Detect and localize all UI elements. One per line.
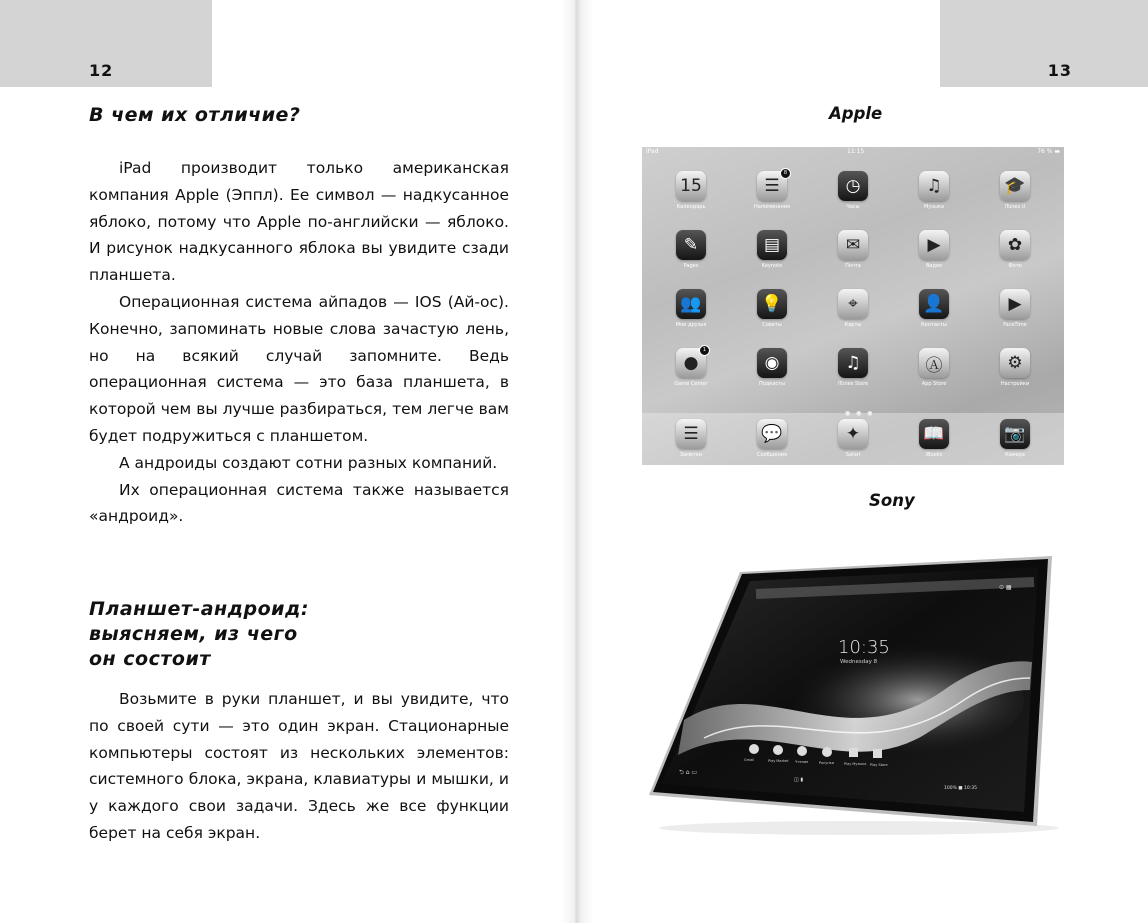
app-icon [749, 744, 759, 754]
app-icon-tile [985, 289, 1045, 345]
app-icon-tile [742, 419, 802, 465]
app-icon: 🎓 [1000, 171, 1030, 201]
body-text-block [89, 155, 509, 530]
app-icon-tile [904, 419, 964, 465]
app-icon: 📖 [919, 419, 949, 449]
app-label: App Store [921, 381, 947, 387]
battery-status: 76 % ▬ [1037, 148, 1060, 155]
app-label: Чтение [795, 760, 809, 764]
ipad-dock [642, 413, 1064, 465]
app-icon-tile [823, 419, 883, 465]
app-icon-tile [823, 230, 883, 286]
app-label: Keynote [761, 263, 783, 269]
heading-line: выясняем, из чего [89, 623, 298, 645]
app-label: Gmail [744, 758, 755, 762]
notification-badge: 1 [699, 345, 710, 356]
app-icon-tile [904, 289, 964, 345]
app-icon-tile [661, 419, 721, 465]
gallery-icon: ◫ ▮ [794, 777, 804, 783]
app-label: FaceTime [1003, 322, 1027, 328]
page-number: 12 [89, 61, 114, 80]
nav-buttons-icon: ⮌ ⌂ ▭ [679, 769, 698, 776]
app-label: Заметки [679, 452, 703, 458]
paragraph: Операционная система айпадов — IOS (Ай-ос). Конечно, запоминать новые слова зачастую лень, но на всякий случай запомните. Ведь операционная система — это база планшета, в которой чем вы лучше разбираться, тем легче вам будет подружиться с планшетом. [89, 292, 509, 445]
page-dots-icon: ● ● ● [845, 410, 875, 417]
app-icon: ▶ [1000, 289, 1030, 319]
app-icon: 15 [676, 171, 706, 201]
app-icon-tile [823, 348, 883, 404]
book-gutter-shadow [560, 0, 594, 923]
app-label: Мои друзья [675, 322, 707, 328]
app-icon-tile [985, 171, 1045, 227]
app-icon-tile [985, 419, 1045, 465]
app-icon-tile [661, 348, 721, 404]
app-icon-tile [985, 348, 1045, 404]
ipad-home-screen-image [642, 147, 1064, 465]
app-icon: ◷ [838, 171, 868, 201]
microphone-icon: ⊙ ▦ [999, 584, 1012, 591]
app-label: Play Музыка [844, 762, 867, 766]
section-heading: В чем их отличие? [89, 104, 301, 126]
app-label: Контакты [921, 322, 947, 328]
app-icon: 💡 [757, 289, 787, 319]
app-icon: ✦ [838, 419, 868, 449]
app-icon-tile [742, 348, 802, 404]
app-icon: ♫ [919, 171, 949, 201]
page-number-tab [940, 0, 1148, 87]
app-icon: Ⓐ [919, 348, 949, 378]
status-time: 11:15 [847, 148, 865, 155]
app-icon-tile [985, 230, 1045, 286]
app-icon: ✿ [1000, 230, 1030, 260]
sony-status: 100% ■ 10:35 [944, 786, 977, 791]
app-label: iBooks [925, 452, 943, 458]
app-icon [822, 747, 832, 757]
app-icon: 📷 [1000, 419, 1030, 449]
app-icon-tile [904, 171, 964, 227]
app-icon: ◉ [757, 348, 787, 378]
app-icon: 👤 [919, 289, 949, 319]
app-icon-tile [904, 230, 964, 286]
sony-tablet-image [644, 550, 1069, 840]
paragraph: Их операционная система также называется «андроид». [89, 480, 509, 526]
app-icon: 💬 [757, 419, 787, 449]
heading-line: Планшет-андроид: [89, 598, 309, 620]
app-icon: 👥 [676, 289, 706, 319]
app-icon: ✎ [676, 230, 706, 260]
app-icon [797, 746, 807, 756]
app-label: Календарь [676, 204, 706, 210]
app-label: Камера [1005, 452, 1025, 458]
heading-line: он состоит [89, 648, 211, 670]
app-label: Play Store [870, 763, 888, 767]
app-icon-tile [904, 348, 964, 404]
app-label: Play Market [768, 759, 789, 763]
sony-clock: 10:35 [838, 637, 890, 658]
app-icon [849, 748, 858, 757]
app-icon: ♫ [838, 348, 868, 378]
app-label: Музыка [924, 204, 944, 210]
paragraph: Возьмите в руки планшет, и вы увидите, что по своей сути — это один экран. Стационарные компьютеры состоят из нескольких элементов: системного блока, экрана, клавиатуры и мышки, и у каждого свои задачи. Здесь же все функции берет на себя экран. [89, 690, 509, 842]
app-label: Safari [845, 452, 861, 458]
page-number: 13 [1047, 61, 1072, 80]
right-page [576, 0, 1148, 923]
app-icon-tile [742, 171, 802, 227]
app-icon: ⌖ [838, 289, 868, 319]
app-icon-tile [661, 289, 721, 345]
body-text-block [89, 686, 509, 847]
app-icon: ▤ [757, 230, 787, 260]
app-icon: ☰ [676, 419, 706, 449]
app-label: Рисунки [819, 761, 835, 765]
figure-caption-sony: Sony [869, 491, 915, 510]
app-label: Видео [925, 263, 943, 269]
page-number-tab [0, 0, 212, 87]
app-icon-tile [742, 289, 802, 345]
device-name: iPad [646, 148, 659, 155]
app-icon: ▶ [919, 230, 949, 260]
paragraph: А андроиды создают сотни разных компаний. [119, 453, 498, 472]
app-icon: ☰ [757, 171, 787, 201]
tablet-shadow [659, 821, 1059, 835]
app-label: Pages [683, 263, 699, 269]
ipad-status-bar [642, 147, 1064, 157]
section-heading [89, 597, 349, 672]
app-label: Сообщения [756, 452, 787, 458]
app-label: Напоминания [753, 204, 791, 210]
app-icon: ⚙ [1000, 348, 1030, 378]
app-icon [773, 745, 783, 755]
paragraph: iPad производит только американская компания Apple (Эппл). Ее символ — надкусанное яблоко, потому что Apple по-английски — яблоко. И рисунок надкусанного яблока вы увидите сзади планшета. [89, 159, 509, 285]
app-label: Фото [1008, 263, 1022, 269]
app-label: Карты [844, 322, 862, 328]
app-icon [873, 749, 882, 758]
app-icon-tile [742, 230, 802, 286]
app-label: Подкасты [759, 381, 785, 387]
figure-caption-apple: Apple [829, 104, 883, 123]
sony-date: Wednesday 8 [840, 659, 878, 665]
app-icon: ✉ [838, 230, 868, 260]
app-label: iTunes U [1004, 204, 1026, 210]
app-label: Часы [846, 204, 860, 210]
app-label: Советы [762, 322, 782, 328]
app-icon-tile [823, 289, 883, 345]
app-icon-tile [661, 230, 721, 286]
app-label: Почта [845, 263, 861, 269]
notification-badge: 8 [780, 168, 791, 179]
app-icon: ● [676, 348, 706, 378]
app-label: Game Center [674, 381, 708, 387]
app-icon-tile [661, 171, 721, 227]
app-label: iTunes Store [837, 381, 869, 387]
app-icon-tile [823, 171, 883, 227]
app-label: Настройки [1000, 381, 1030, 387]
